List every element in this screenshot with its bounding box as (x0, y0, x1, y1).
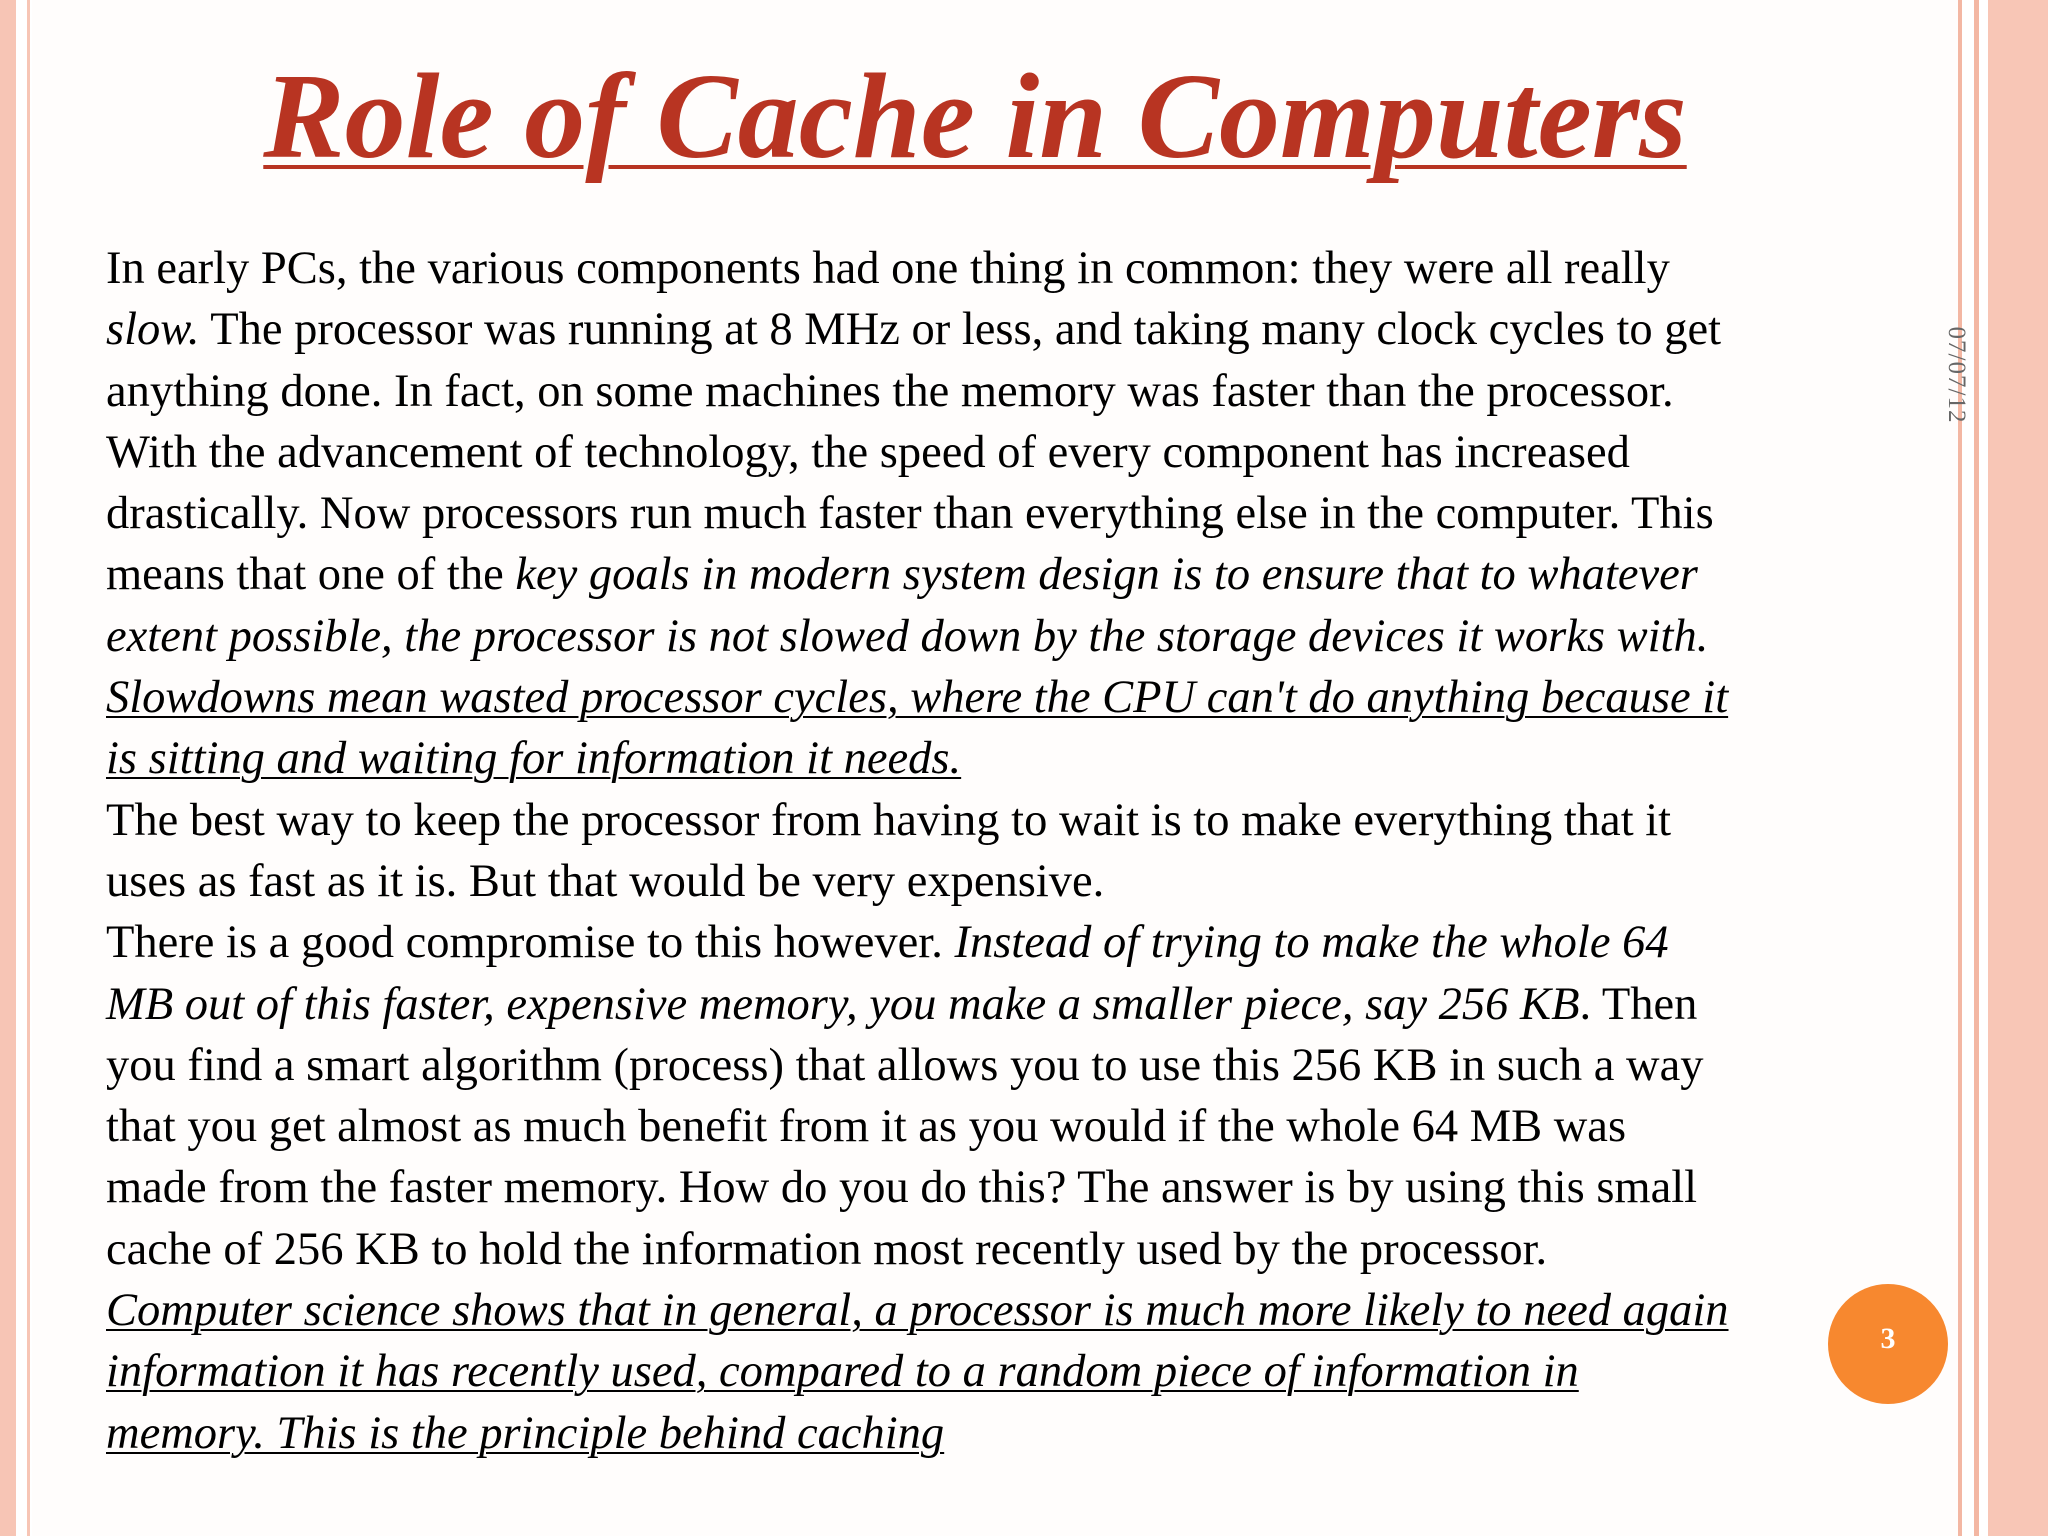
slide-title: Role of Cache in Computers (263, 49, 1687, 184)
text-segment: . Then (1579, 978, 1698, 1030)
right-frame-gap (1962, 0, 1974, 1536)
body-line (106, 238, 1906, 299)
body-line (106, 667, 1906, 728)
body-line (106, 851, 1906, 912)
text-segment: that you get almost as much benefit from it as you would if the whole 64 MB was (106, 1101, 1627, 1153)
text-segment: memory. This is the principle behind caching (106, 1407, 945, 1459)
body-line (106, 1403, 1906, 1464)
body-line (106, 483, 1906, 544)
text-segment: drastically. Now processors run much faster than everything else in the computer. This (106, 488, 1714, 540)
body-line (106, 1035, 1906, 1096)
body-line (106, 1096, 1906, 1157)
body-line (106, 1219, 1906, 1280)
text-segment: Instead of trying to make the whole 64 (954, 917, 1669, 969)
slide-body-text (106, 238, 1906, 1464)
text-segment: is sitting and waiting for information it needs. (106, 733, 962, 785)
body-line (106, 728, 1906, 789)
body-line (106, 606, 1906, 667)
text-segment: With the advancement of technology, the speed of every component has increased (106, 426, 1630, 478)
body-line (106, 299, 1906, 360)
text-segment: The processor was running at 8 MHz or less, and taking many clock cycles to get (199, 304, 1722, 356)
body-line (106, 912, 1906, 973)
text-segment: made from the faster memory. How do you do this? The answer is by using this small (106, 1162, 1698, 1214)
text-segment: information it has recently used, compared to a random piece of information in (106, 1346, 1579, 1398)
left-frame-band (0, 0, 16, 1536)
text-segment: anything done. In fact, on some machines the memory was faster than the processor. (106, 365, 1674, 417)
body-line (106, 790, 1906, 851)
text-segment: uses as fast as it is. But that would be very expensive. (106, 855, 1105, 907)
body-line (106, 974, 1906, 1035)
text-segment: Computer science shows that in general, a processor is much more likely to need again (106, 1285, 1729, 1337)
right-frame-band (1988, 0, 2048, 1536)
text-segment: The best way to keep the processor from having to wait is to make everything that it (106, 794, 1672, 846)
text-segment: There is a good compromise to this however. (106, 917, 955, 969)
left-frame-line (27, 0, 30, 1536)
page-number: 3 (1880, 1322, 1896, 1355)
page-number-badge (1828, 1284, 1948, 1404)
body-line (106, 1280, 1906, 1341)
body-line (106, 361, 1906, 422)
text-segment: MB out of this faster, expensive memory, you make a smaller piece, say 256 KB (106, 978, 1580, 1030)
body-line (106, 1341, 1906, 1402)
body-line (106, 544, 1906, 605)
text-segment: cache of 256 KB to hold the information most recently used by the processor. (106, 1223, 1548, 1275)
text-segment: Slowdowns mean wasted processor cycles, where the CPU can't do anything because it (106, 672, 1729, 724)
body-line (106, 1157, 1906, 1218)
slide-date: 07/07/12 (1943, 326, 1970, 424)
text-segment: slow. (106, 304, 200, 356)
text-segment: you find a smart algorithm (process) that allows you to use this 256 KB in such a way (106, 1039, 1704, 1091)
right-frame-line-outer (1974, 0, 1979, 1536)
text-segment: In early PCs, the various components had one thing in common: they were all really (106, 243, 1670, 294)
body-line (106, 422, 1906, 483)
text-segment: key goals in modern system design is to ensure that to whatever (515, 549, 1698, 601)
text-segment: means that one of the (106, 549, 516, 601)
text-segment: extent possible, the processor is not slowed down by the storage devices it works with. (106, 610, 1709, 662)
